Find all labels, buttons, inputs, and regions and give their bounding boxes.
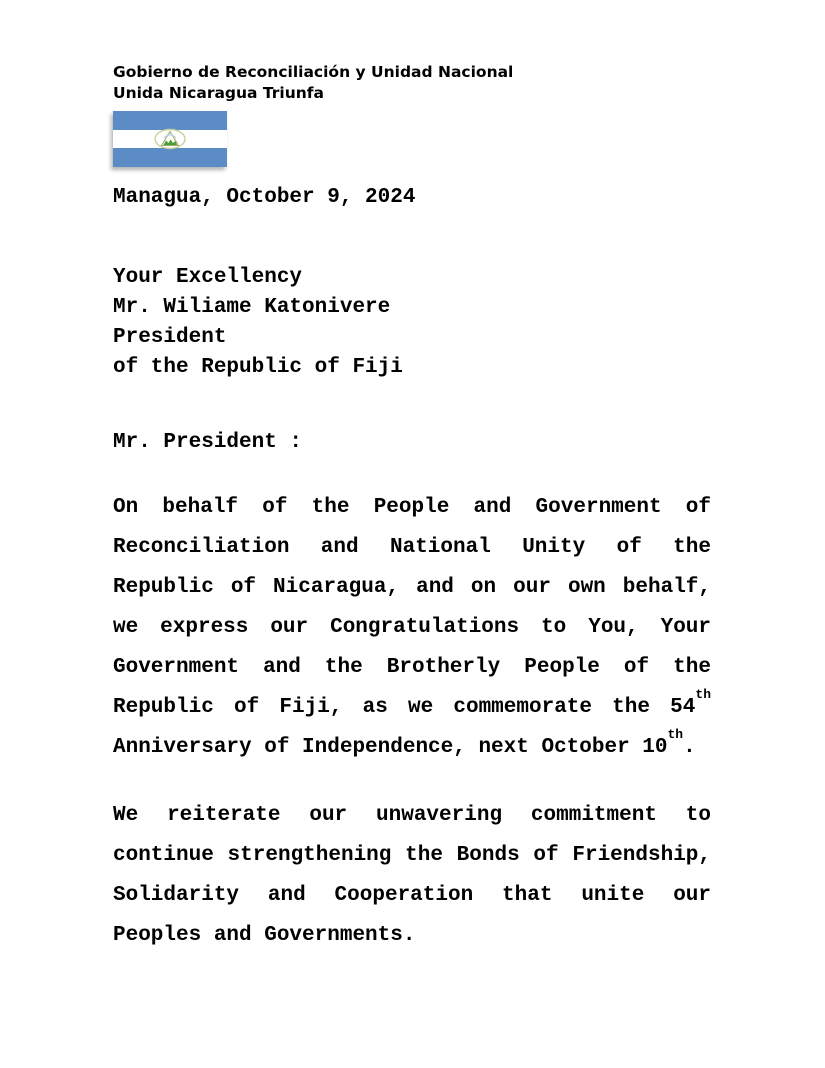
- ordinal-superscript: th: [695, 686, 711, 702]
- addressee-line-name: Mr. Wiliame Katonivere: [113, 296, 391, 319]
- paragraph-congratulations: [113, 488, 711, 768]
- paragraph-text: .: [683, 736, 696, 759]
- dateline: Managua, October 9, 2024: [113, 186, 416, 209]
- letterhead-line2: Unida Nicaragua Triunfa: [113, 84, 325, 102]
- flag-stripe-bottom: [113, 148, 227, 167]
- addressee-line-excellency: Your Excellency: [113, 266, 303, 289]
- paragraph-text: On behalf of the People and Government of Reconciliation and National Unity of the Republic of Nicaragua, and on our own behalf, we express our Congratulations to You, Your Government and the Brotherly People of the Republic of Fiji, as we commemorate the 54: [113, 496, 711, 719]
- letterhead-line1: Gobierno de Reconciliación y Unidad Nacional: [113, 63, 514, 81]
- letterhead: [113, 0, 711, 104]
- addressee-block: [113, 263, 711, 383]
- addressee-line-title: President: [113, 326, 227, 349]
- nicaragua-flag-image: [113, 111, 227, 167]
- addressee-line-country: of the Republic of Fiji: [113, 356, 403, 379]
- salutation: Mr. President :: [113, 431, 303, 454]
- ordinal-superscript: th: [667, 726, 684, 742]
- flag-stripe-top: [113, 111, 227, 130]
- paragraph-commitment: We reiterate our unwavering commitment to continue strengthening the Bonds of Friendship, Solidarity and Cooperation that unite our Peoples and Governments.: [113, 804, 711, 947]
- paragraph-text: Anniversary of Independence, next October 10: [113, 736, 668, 759]
